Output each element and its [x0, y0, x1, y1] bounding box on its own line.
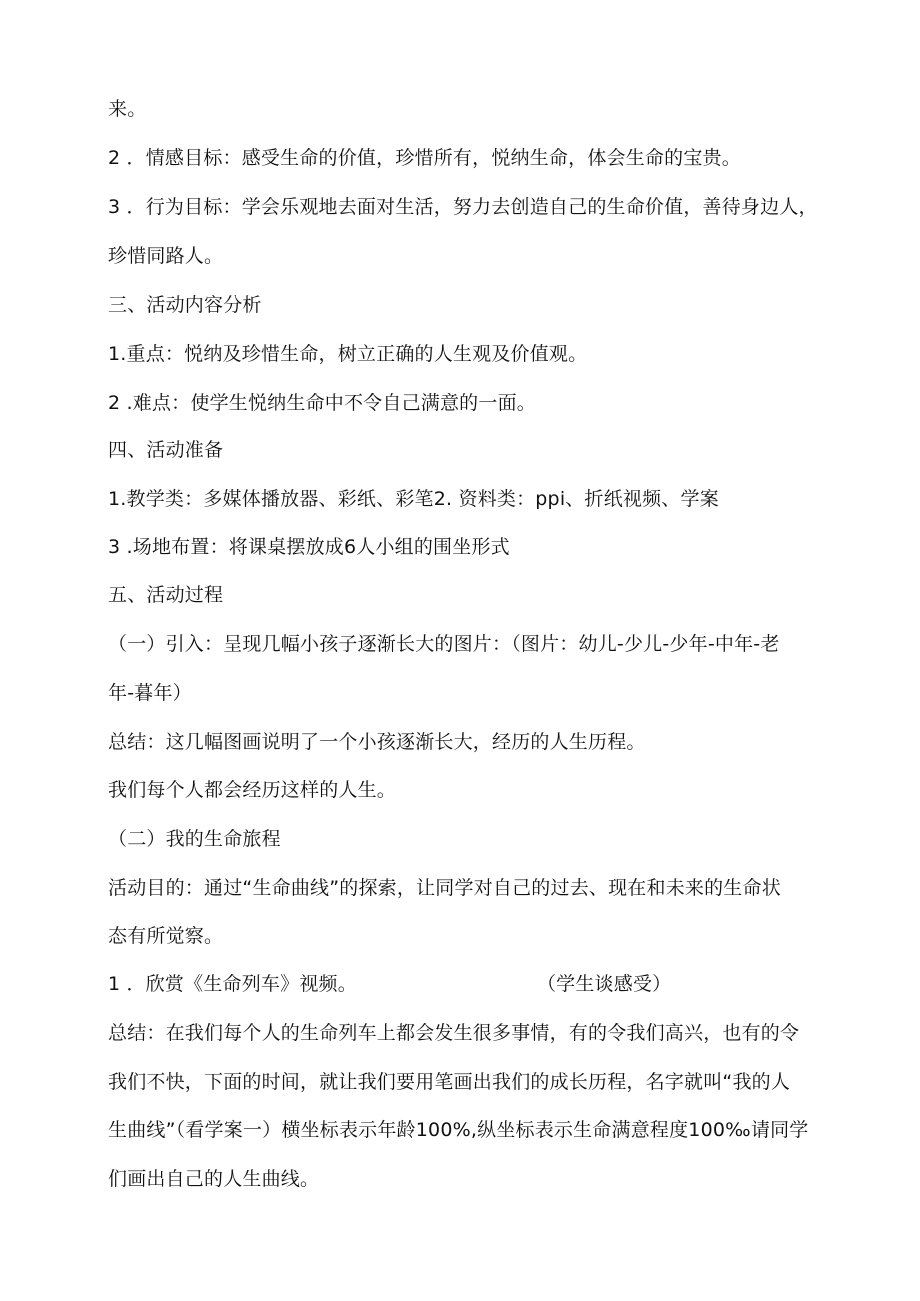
text-line-2: 2 ．情感目标：感受生命的价值，珍惜所有，悦纳生命，体会生命的宝贵。 [108, 147, 741, 169]
text-line-13: 年-暮年） [108, 682, 192, 704]
text-line-10: 3 .场地布置：将课桌摆放成6人小组的围坐形式 [108, 536, 510, 558]
text-line-6: 1.重点：悦纳及珍惜生命，树立正确的人生观及价值观。 [108, 343, 588, 365]
text-line-17: 活动目的：通过“生命曲线”的探索，让同学对自己的过去、现在和未来的生命状 [108, 877, 781, 899]
text-line-19 [108, 972, 671, 996]
text-line-12: （一）引入：呈现几幅小孩子逐渐长大的图片：（图片：幼儿-少儿-少年-中年-老 [108, 633, 780, 655]
text-line-4: 珍惜同路人。 [108, 245, 224, 267]
text-line-21: 我们不快，下面的时间，就让我们要用笔画出我们的成长历程，名字就叫“我的人 [108, 1071, 791, 1093]
section-heading-4: 四、活动准备 [108, 439, 224, 461]
section-heading-3: 三、活动内容分析 [108, 294, 262, 316]
text-line-7: 2 .难点：使学生悦纳生命中不令自己满意的一面。 [108, 392, 536, 414]
text-line-3: 3 ．行为目标：学会乐观地去面对生活，努力去创造自己的生命价值，善待身边人， [108, 196, 818, 218]
video-note: （学生谈感受） [536, 973, 672, 995]
text-line-9: 1.教学类：多媒体播放器、彩纸、彩笔2. 资料类：ppi、折纸视频、学案 [108, 488, 719, 510]
subsection-heading: （二）我的生命旅程 [108, 828, 281, 850]
section-heading-5: 五、活动过程 [108, 584, 224, 606]
text-line-14: 总结：这几幅图画说明了一个小孩逐渐长大，经历的人生历程。 [108, 731, 646, 753]
text-line-15: 我们每个人都会经历这样的人生。 [108, 779, 397, 801]
text-line-23: 们画出自己的人生曲线。 [108, 1168, 320, 1190]
text-line-20: 总结：在我们每个人的生命列车上都会发生很多事情，有的令我们高兴，也有的令 [108, 1022, 800, 1044]
video-item: 1 ．欣赏《生命列车》视频。 [108, 973, 357, 995]
text-line-22: 生曲线”（看学案一）横坐标表示年龄100%,纵坐标表示生命满意程度100‰请同学 [108, 1119, 809, 1141]
text-line-1: 来。 [108, 98, 147, 120]
text-line-18: 态有所觉察。 [108, 925, 224, 947]
